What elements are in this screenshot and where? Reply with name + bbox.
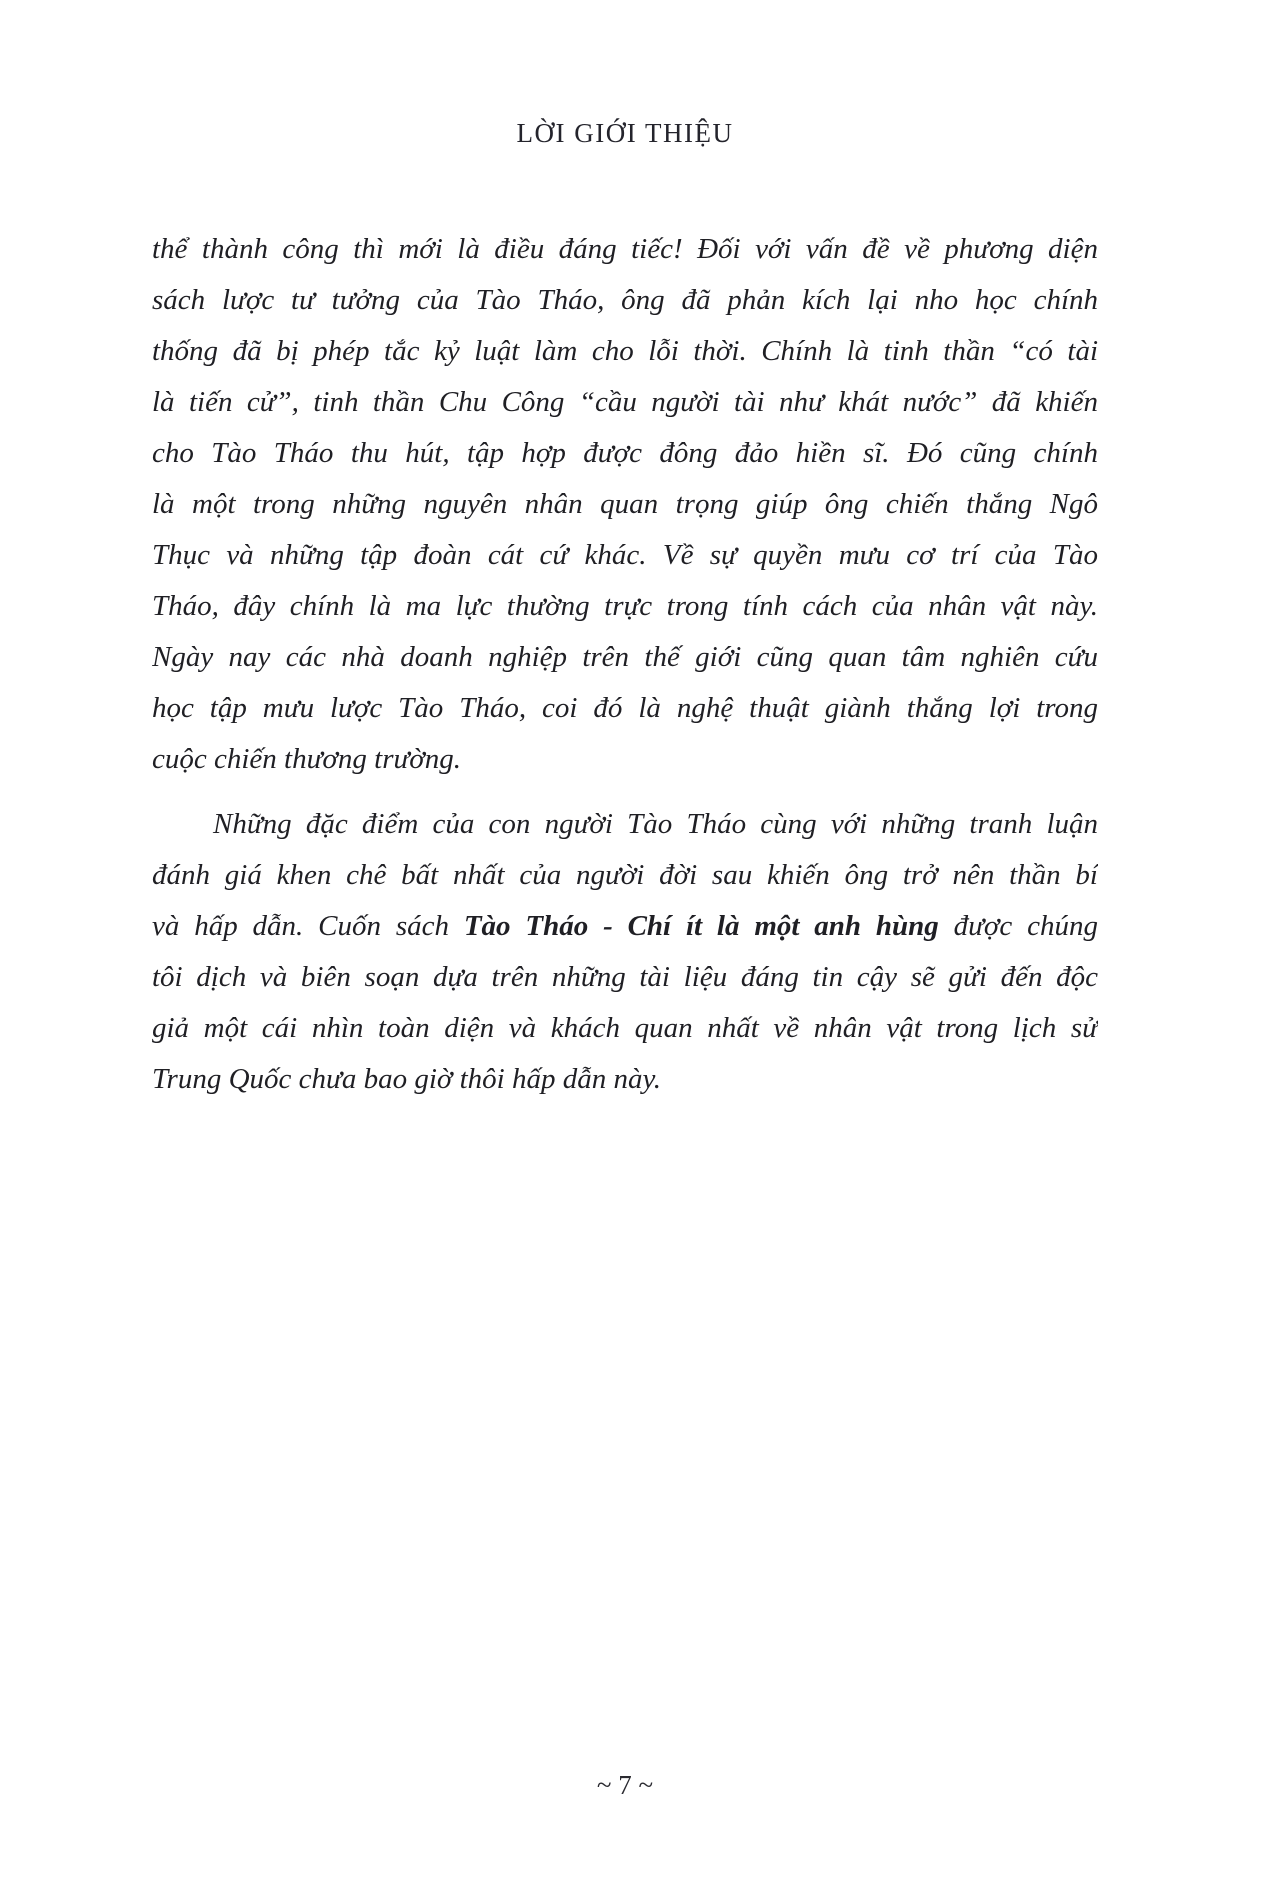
text-segment: và hấp dẫn. Cuốn sách — [152, 910, 464, 942]
text-line — [152, 479, 1098, 530]
text-line — [152, 850, 1098, 901]
text-block — [152, 224, 1098, 1105]
text-segment: đánh giá khen chê bất nhất của người đời sau khiến ông trở nên thần bí — [152, 859, 1098, 891]
paragraph — [152, 799, 1098, 1105]
text-segment: cuộc chiến thương trường. — [152, 743, 462, 775]
text-line — [152, 799, 1098, 850]
text-line — [152, 581, 1098, 632]
text-segment: thể thành công thì mới là điều đáng tiếc! Đối với vấn đề về phương diện — [152, 233, 1098, 265]
chapter-header: LỜI GIỚI THIỆU — [516, 118, 734, 148]
text-segment: Tháo, đây chính là ma lực thường trực trong tính cách của nhân vật này. — [152, 590, 1098, 622]
book-title-bold: Tào Tháo - Chí ít là một anh hùng — [463, 910, 939, 942]
text-line — [152, 377, 1098, 428]
text-line — [152, 1003, 1098, 1054]
text-line — [152, 224, 1098, 275]
text-segment: tôi dịch và biên soạn dựa trên những tài liệu đáng tin cậy sẽ gửi đến độc — [152, 961, 1098, 993]
text-segment: là tiến cử”, tinh thần Chu Công “cầu người tài như khát nước” đã khiến — [152, 386, 1098, 418]
text-line — [152, 1054, 1098, 1105]
text-line — [152, 428, 1098, 479]
text-segment: học tập mưu lược Tào Tháo, coi đó là nghệ thuật giành thắng lợi trong — [152, 692, 1098, 724]
text-segment: Những đặc điểm của con người Tào Tháo cùng với những tranh luận — [213, 808, 1098, 840]
text-segment: Thục và những tập đoàn cát cứ khác. Về sự quyền mưu cơ trí của Tào — [152, 539, 1098, 571]
text-segment: sách lược tư tưởng của Tào Tháo, ông đã phản kích lại nho học chính — [152, 284, 1098, 316]
page-number: ~ 7 ~ — [596, 1770, 654, 1800]
text-segment: Trung Quốc chưa bao giờ thôi hấp dẫn này. — [152, 1063, 661, 1095]
text-line — [152, 901, 1098, 952]
text-line — [152, 734, 1098, 785]
text-segment: được chúng — [938, 910, 1098, 942]
text-segment: thống đã bị phép tắc kỷ luật làm cho lỗi thời. Chính là tinh thần “có tài — [152, 335, 1098, 367]
text-segment: giả một cái nhìn toàn diện và khách quan nhất về nhân vật trong lịch sử — [152, 1012, 1098, 1044]
text-line — [152, 683, 1098, 734]
text-line — [152, 632, 1098, 683]
text-line — [152, 530, 1098, 581]
text-segment: là một trong những nguyên nhân quan trọng giúp ông chiến thắng Ngô — [152, 488, 1098, 520]
paragraph — [152, 224, 1098, 785]
text-line — [152, 275, 1098, 326]
text-segment: cho Tào Tháo thu hút, tập hợp được đông đảo hiền sĩ. Đó cũng chính — [152, 437, 1098, 469]
text-segment: Ngày nay các nhà doanh nghiệp trên thế giới cũng quan tâm nghiên cứu — [152, 641, 1098, 673]
text-line — [152, 952, 1098, 1003]
text-line — [152, 326, 1098, 377]
